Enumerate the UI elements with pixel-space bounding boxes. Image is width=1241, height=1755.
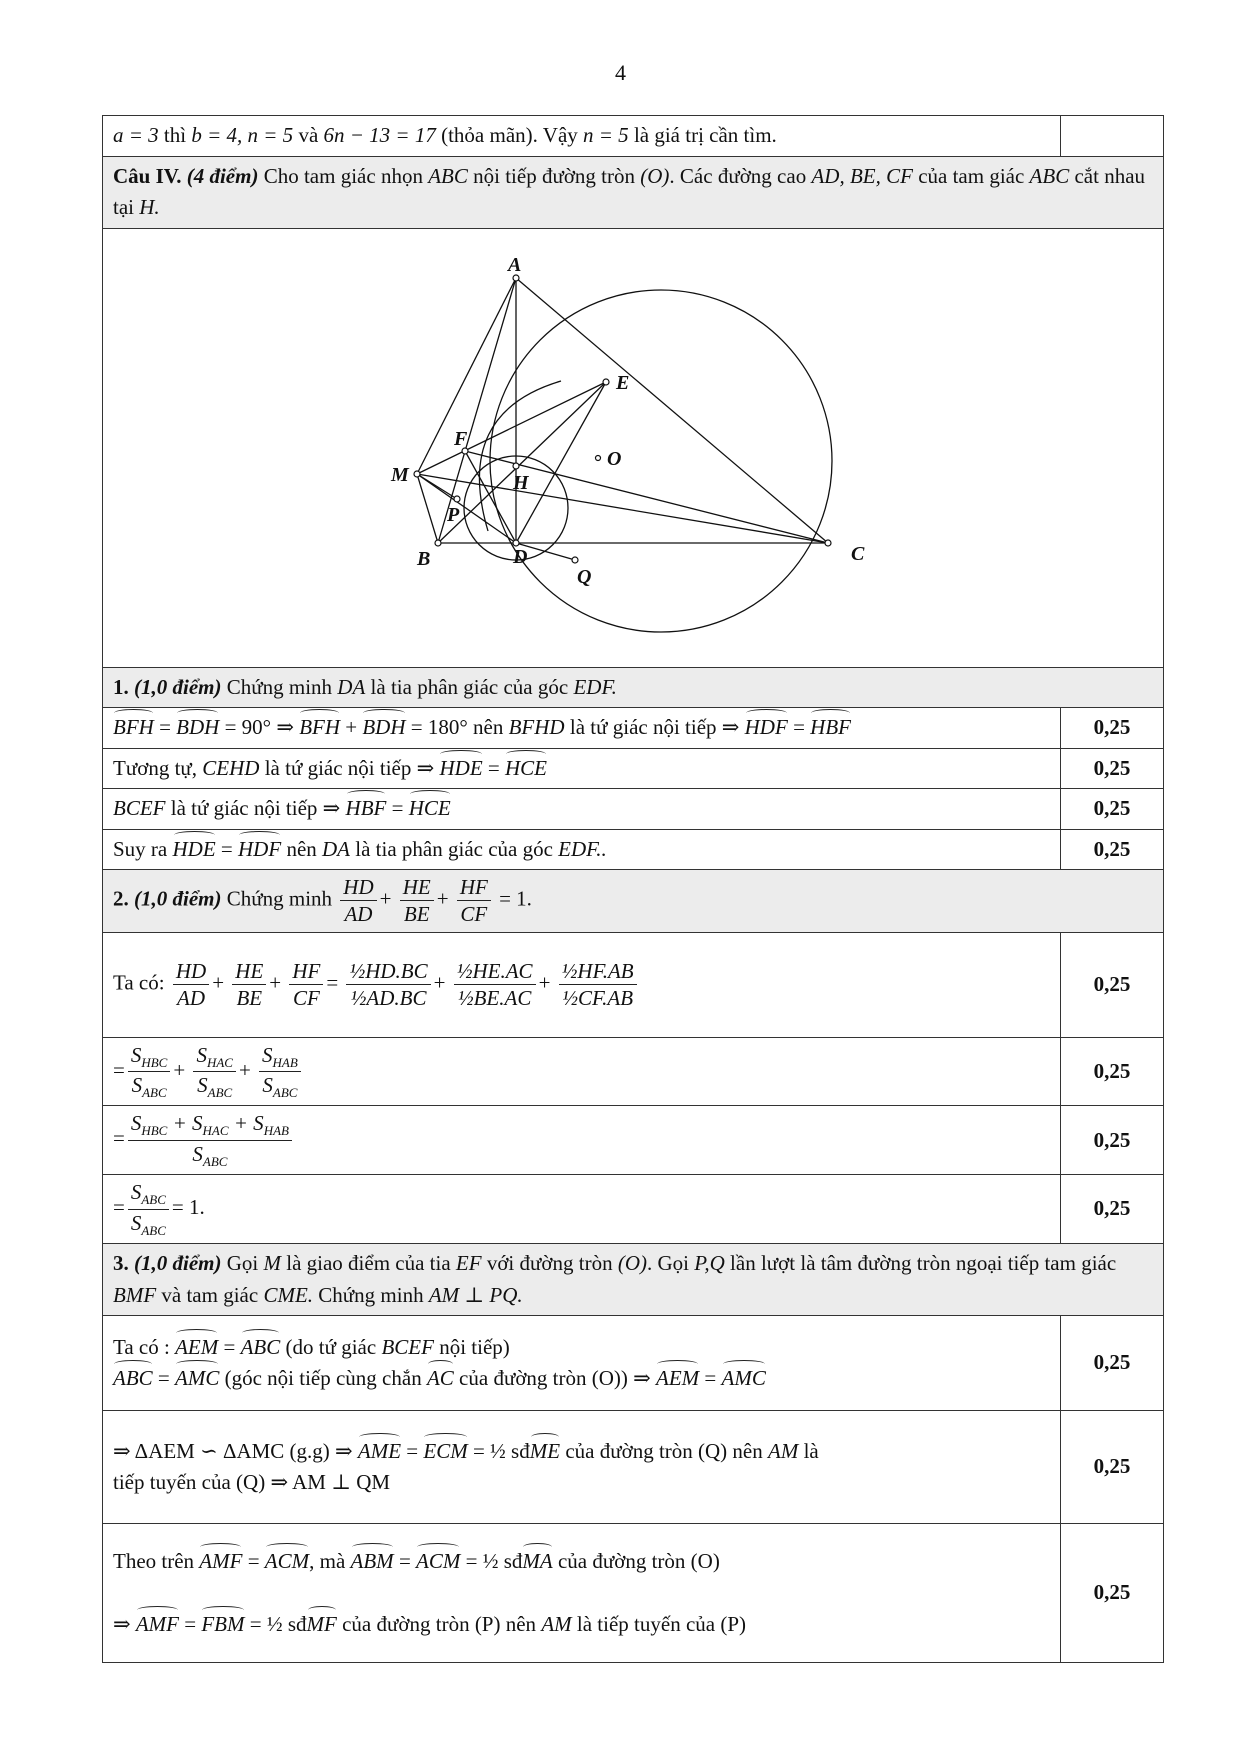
part-3-step-1: Ta có : AEM = ABC (do tứ giác BCEF nội tiếp) ABC = AMC (góc nội tiếp cùng chắn AC của đường tròn (O)) ⇒ AEM = AMC bbox=[103, 1316, 1061, 1411]
table-row bbox=[103, 116, 1164, 157]
label-c: C bbox=[851, 542, 865, 565]
score-cell: 0,25 bbox=[1061, 1316, 1164, 1411]
label-f: F bbox=[454, 427, 468, 450]
part-3-step-2: ⇒ ΔAEM ∽ ΔAMC (g.g) ⇒ AME = ECM = ½ sđME của đường tròn (Q) nên AM là tiếp tuyến của (Q) ⇒ AM ⊥ QM bbox=[103, 1411, 1061, 1524]
part-3-step-3: Theo trên AMF = ACM, mà ABM = ACM = ½ sđMA của đường tròn (O) ⇒ AMF = FBM = ½ sđMF của đường tròn (P) nên AM là tiếp tuyến của (P) bbox=[103, 1524, 1061, 1663]
label-q: Q bbox=[577, 565, 592, 588]
table-row bbox=[103, 1524, 1164, 1663]
line-mb bbox=[417, 474, 438, 543]
score-cell: 0,25 bbox=[1061, 708, 1164, 749]
score-cell: 0,25 bbox=[1061, 1524, 1164, 1663]
table-row bbox=[103, 708, 1164, 749]
table-row bbox=[103, 1037, 1164, 1106]
table-row bbox=[103, 748, 1164, 789]
score-cell: 0,25 bbox=[1061, 1411, 1164, 1524]
part-2-step-4: = $\frac{S_{ABC}}{S_{ABC}}$ = 1. bbox=[103, 1175, 1061, 1244]
top-row-text: a = 3 thì b = 4, n = 5 và 6n − 13 = 17 (thỏa mãn). Vậy n = 5 là giá trị cần tìm. bbox=[103, 116, 1061, 157]
table-row bbox=[103, 1175, 1164, 1244]
part-1-header bbox=[103, 667, 1164, 708]
figure-row bbox=[103, 228, 1164, 667]
part-2-header bbox=[103, 870, 1164, 933]
score-cell: 0,25 bbox=[1061, 1106, 1164, 1175]
table-row bbox=[103, 789, 1164, 830]
part-1-title: 1. (1,0 điểm) Chứng minh DA là tia phân giác của góc EDF. bbox=[103, 667, 1164, 708]
question-iv-statement: Câu IV. (4 điểm) Cho tam giác nhọn ABC nội tiếp đường tròn (O). Các đường cao AD, BE, CF của tam giác ABC cắt nhau tại H. bbox=[103, 156, 1164, 228]
altitude-be bbox=[438, 382, 606, 543]
line-mc bbox=[417, 471, 828, 543]
part-2-step-3: = $\frac{S_{HBC} + S_{HAC} + S_{HAB}}{S_{ABC}}$ bbox=[103, 1106, 1061, 1175]
score-cell: 0,25 bbox=[1061, 1037, 1164, 1106]
label-p: P bbox=[447, 503, 460, 526]
part-1-step-1: BFH = BDH = 90° ⇒ BFH + BDH = 180° nên BFHD là tứ giác nội tiếp ⇒ HDF = HBF bbox=[103, 708, 1061, 749]
table-row bbox=[103, 932, 1164, 1037]
table-row bbox=[103, 1106, 1164, 1175]
geometry-figure bbox=[113, 233, 1175, 663]
score-cell: 0,25 bbox=[1061, 789, 1164, 830]
score-cell: 0,25 bbox=[1061, 932, 1164, 1037]
part-3-title: 3. (1,0 điểm) Gọi M là giao điểm của tia EF với đường tròn (O). Gọi P,Q lần lượt là tâm đường tròn ngoại tiếp tam giác BMF và tam giác CME. Chứng minh AM ⊥ PQ. bbox=[103, 1244, 1164, 1316]
line-de bbox=[516, 382, 606, 543]
part-2-step-1: Ta có: $\frac{HD}{AD}$ + $\frac{HE}{BE}$ + $\frac{HF}{CF}$ = $\frac{\text{½HD.BC}}{\text{½AD.BC}}$ + $\frac{\text{½HE.AC}}{\text{½BE.AC}}$ + $\frac{\text{½HF.AB}}{\text{½CF.AB}}$ bbox=[103, 932, 1061, 1037]
label-e: E bbox=[616, 371, 630, 394]
label-m: M bbox=[391, 463, 409, 486]
score-cell: 0,25 bbox=[1061, 1175, 1164, 1244]
score-cell: 0,25 bbox=[1061, 829, 1164, 870]
figure-cell bbox=[103, 228, 1164, 667]
part-2-step-2: = $\frac{S_{HBC}}{S_{ABC}}$ + $\frac{S_{HAC}}{S_{ABC}}$ + $\frac{S_{HAB}}{S_{ABC}}$ bbox=[103, 1037, 1061, 1106]
solution-table bbox=[102, 115, 1164, 1663]
table-row bbox=[103, 1411, 1164, 1524]
part-1-step-4: Suy ra HDE = HDF nên DA là tia phân giác của góc EDF.. bbox=[103, 829, 1061, 870]
part-1-step-3: BCEF là tứ giác nội tiếp ⇒ HBF = HCE bbox=[103, 789, 1061, 830]
page-number: 4 bbox=[615, 60, 626, 85]
score-cell: 0,25 bbox=[1061, 748, 1164, 789]
label-o: O bbox=[607, 447, 622, 470]
label-b: B bbox=[417, 547, 431, 570]
label-a: A bbox=[508, 253, 522, 276]
score-cell bbox=[1061, 116, 1164, 157]
table-row bbox=[103, 1316, 1164, 1411]
label-d: D bbox=[513, 545, 528, 568]
question-header bbox=[103, 156, 1164, 228]
table-row bbox=[103, 829, 1164, 870]
part-2-title: 2. (1,0 điểm) Chứng minh $\frac{HD}{AD}$ + $\frac{HE}{BE}$ + $\frac{HF}{CF}$ = 1. bbox=[103, 870, 1164, 933]
line-em bbox=[417, 382, 606, 474]
part-3-header bbox=[103, 1244, 1164, 1316]
line-md bbox=[417, 474, 516, 543]
label-h: H bbox=[513, 471, 529, 494]
circumcircle-o bbox=[490, 290, 832, 632]
part-1-step-2: Tương tự, CEHD là tứ giác nội tiếp ⇒ HDE = HCE bbox=[103, 748, 1061, 789]
